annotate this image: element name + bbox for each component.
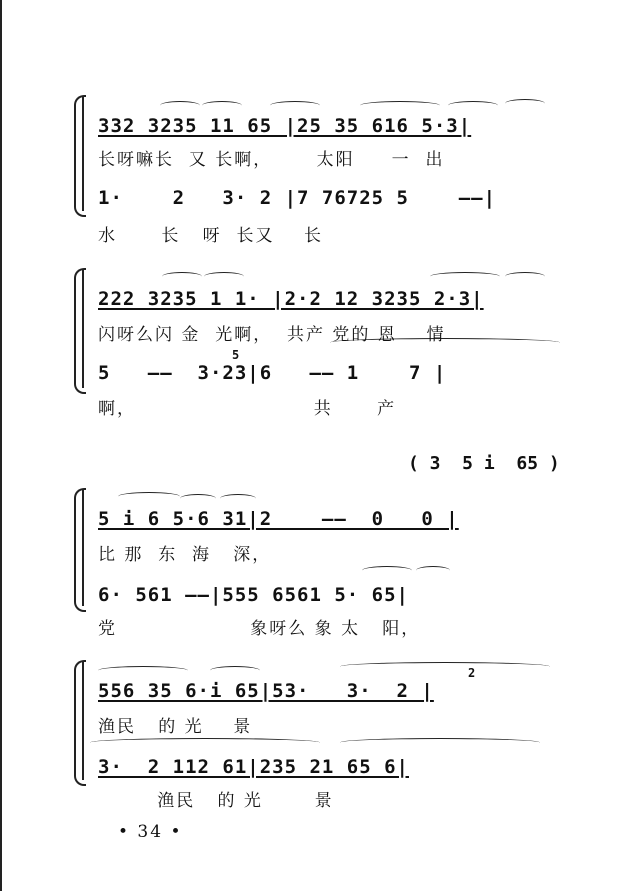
score-system-4 xyxy=(80,660,560,810)
intro-phrase: ( 3 5 i 65 ) xyxy=(408,453,560,474)
staff-row-lower: 5 5 —— 3·23|6 —— 1 7 | xyxy=(98,348,447,384)
system-line xyxy=(82,97,84,211)
lyric-row-lower: 渔民 的 光 景 xyxy=(98,791,334,811)
staff-row-upper: 2 556 35 6·i 65|53· 3· 2 | xyxy=(98,666,477,702)
lyric-row-lower: 党 象呀么 象 太 阳， xyxy=(98,619,421,639)
staff-row-upper: 222 3235 1 1· |2·2 12 3235 2·3| xyxy=(98,288,484,310)
staff-row-lower: 6· 561 ——|555 6561 5· 65| xyxy=(98,584,409,606)
staff-row-lower: 1· 2 3· 2 |7 76725 5 ——| xyxy=(98,187,497,209)
score-system-2 xyxy=(80,268,560,418)
system-line xyxy=(82,270,84,388)
system-brace xyxy=(74,95,86,217)
score-system-3 xyxy=(80,488,560,638)
staff-row-upper: 5 i 6 5·6 31|2 —— 0 0 | xyxy=(98,508,459,530)
system-brace xyxy=(74,268,86,394)
grace-note: 2 xyxy=(468,666,477,680)
system-line xyxy=(82,490,84,606)
staff-row-lower: 3· 2 112 61|235 21 65 6| xyxy=(98,756,409,778)
staff-row-upper: 332 3235 11 65 |25 35 616 5·3| xyxy=(98,115,472,137)
slur xyxy=(505,99,545,108)
system-brace xyxy=(74,488,86,612)
system-line xyxy=(82,662,84,780)
slur xyxy=(416,566,450,575)
page-number: • 34 • xyxy=(118,822,183,842)
lyric-row-upper: 渔民 的 光 景 xyxy=(98,717,253,737)
lyric-row-upper: 长呀嘛长 又 长啊， 太阳 一 出 xyxy=(98,150,445,170)
score-system-1 xyxy=(80,95,560,245)
page-edge-rule xyxy=(0,0,2,891)
lyric-row-lower: 水 长 呀 长又 长 xyxy=(98,226,324,246)
lyric-row-upper: 比 那 东 海 深， xyxy=(98,545,272,565)
lyric-row-lower: 啊， 共 产 xyxy=(98,399,397,419)
system-brace xyxy=(74,660,86,786)
slur xyxy=(505,272,545,281)
grace-note: 5 xyxy=(232,348,241,362)
lyric-row-upper: 闪呀么闪 金 光啊， 共产 党的 恩 情 xyxy=(98,325,446,345)
